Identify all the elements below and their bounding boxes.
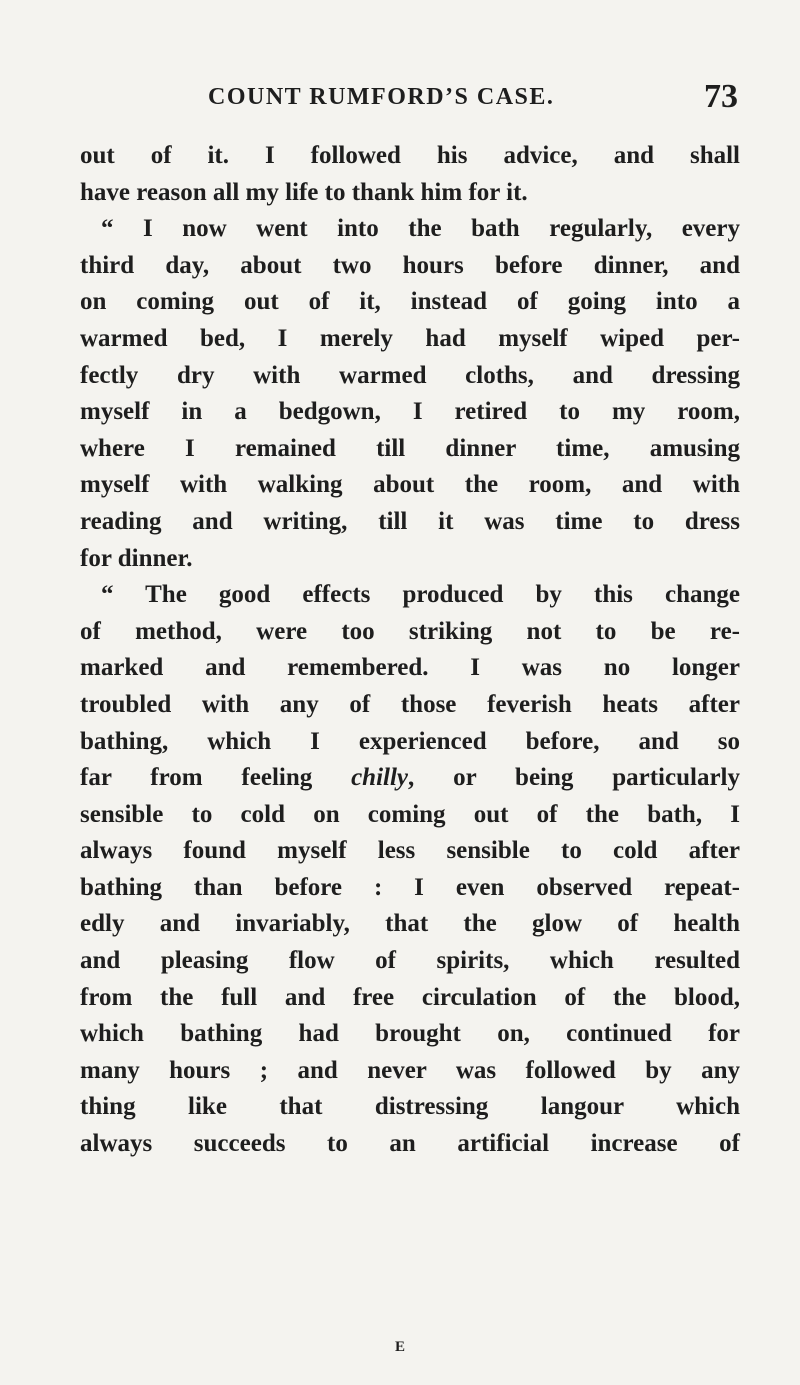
text-line: bathing than before : I even observed repeat- — [80, 873, 740, 901]
running-head: COUNT RUMFORD’S CASE. — [208, 84, 555, 110]
text-line: thing like that distressing langour which — [80, 1093, 740, 1121]
text-line: marked and remembered. I was no longer — [80, 654, 740, 682]
text-line: many hours ; and never was followed by any — [80, 1056, 740, 1084]
line-text-after: , or being particularly — [408, 764, 740, 792]
text-line: sensible to cold on coming out of the bath, I — [80, 800, 740, 828]
text-line: out of it. I followed his advice, and shall — [80, 142, 740, 169]
text-line: always found myself less sensible to cold after — [80, 837, 740, 865]
text-line: which bathing had brought on, continued for — [80, 1020, 740, 1048]
text-line — [80, 760, 740, 797]
body-text — [80, 138, 740, 1163]
text-line: from the full and free circulation of the blood, — [80, 983, 740, 1011]
italic-word: chilly — [351, 764, 408, 792]
text-line: of method, were too striking not to be re- — [80, 617, 740, 645]
text-line: edly and invariably, that the glow of health — [80, 910, 740, 938]
text-line: and pleasing flow of spirits, which resulted — [80, 947, 740, 975]
text-line: have reason all my life to thank him for it. — [80, 178, 528, 206]
text-line: where I remained till dinner time, amusing — [80, 434, 740, 462]
text-line: reading and writing, till it was time to dress — [80, 507, 740, 535]
text-line: “ The good effects produced by this change — [101, 581, 740, 609]
line-text-before: far from feeling — [80, 764, 352, 792]
text-line: bathing, which I experienced before, and so — [80, 727, 740, 755]
text-line: third day, about two hours before dinner, and — [80, 251, 740, 279]
text-line: myself in a bedgown, I retired to my room, — [80, 398, 740, 426]
text-line: fectly dry with warmed cloths, and dressing — [80, 361, 740, 389]
text-line: warmed bed, I merely had myself wiped per- — [80, 324, 740, 352]
text-line: always succeeds to an artificial increase of — [80, 1130, 740, 1158]
text-line: troubled with any of those feverish heats after — [80, 690, 740, 718]
text-line: for dinner. — [80, 544, 193, 572]
text-line: myself with walking about the room, and with — [80, 471, 740, 499]
text-line: “ I now went into the bath regularly, every — [101, 215, 740, 243]
text-line: on coming out of it, instead of going into a — [80, 288, 740, 316]
signature-mark: E — [394, 1339, 405, 1355]
page-number: 73 — [704, 78, 738, 115]
page-header — [80, 78, 740, 128]
